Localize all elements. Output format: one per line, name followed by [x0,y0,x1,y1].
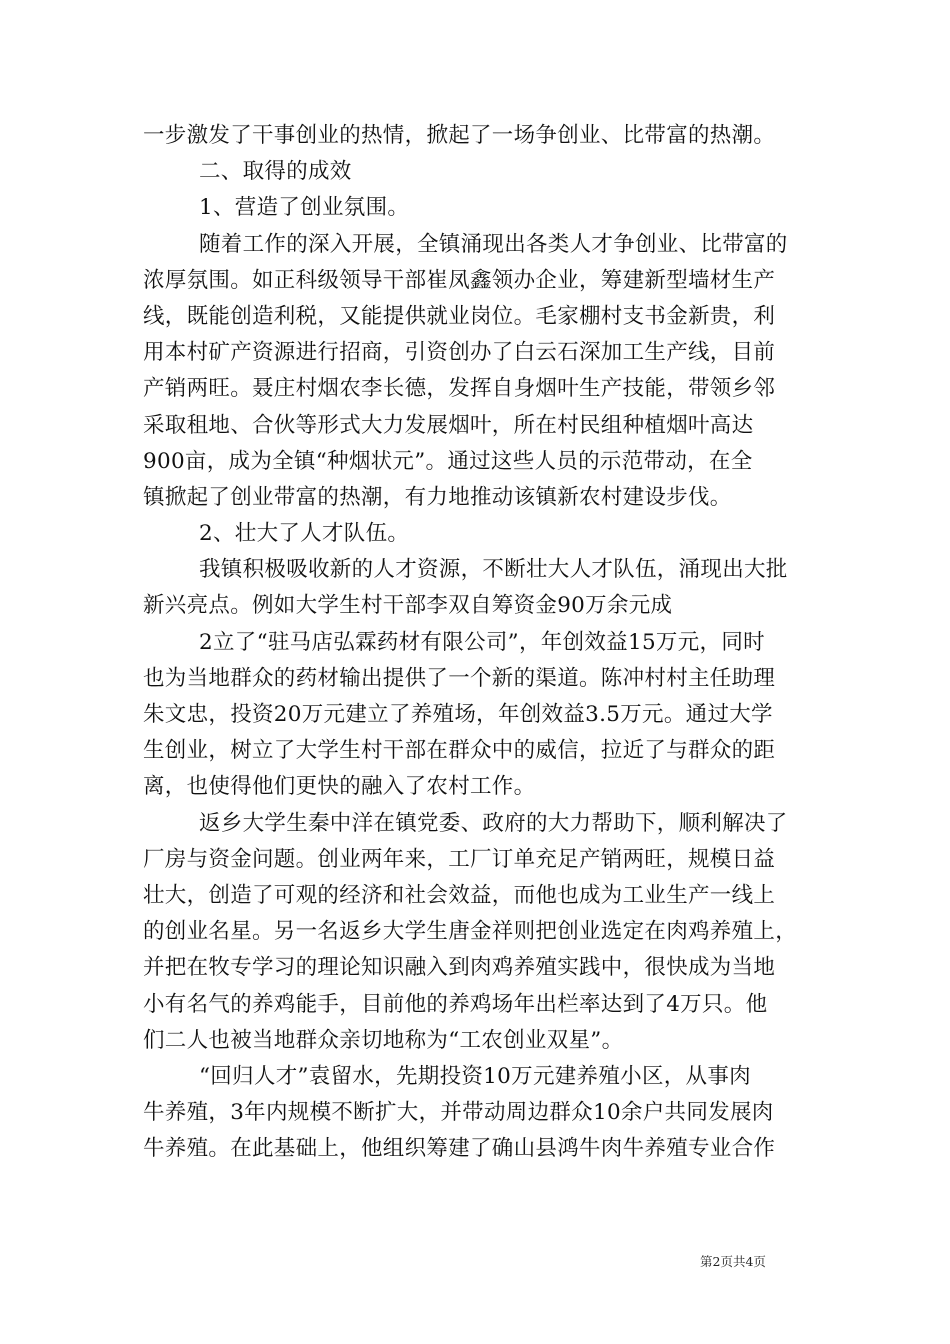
text-line: 壮大，创造了可观的经济和社会效益，而他也成为工业生产一线上 [143,882,776,908]
text-line: 厂房与资金问题。创业两年来，工厂订单充足产销两旺，规模日益 [143,846,776,872]
text-line: 新兴亮点。例如大学生村干部李双自筹资金90万余元成 [143,593,673,619]
text-line: 900亩，成为全镇“种烟状元”。通过这些人员的示范带动，在全 [143,448,753,474]
text-line: 牛养殖。在此基础上，他组织筹建了确山县鸿牛肉牛养殖专业合作 [143,1136,776,1162]
text-line: 一步激发了干事创业的热情，掀起了一场争创业、比带富的热潮。 [143,123,776,148]
text-line: 随着工作的深入开展，全镇涌现出各类人才争创业、比带富的 [199,231,788,257]
section-heading: 二、取得的成效 [199,159,352,185]
text-line: 用本村矿产资源进行招商，引资创办了白云石深加工生产线，目前 [143,340,776,366]
text-line: “回归人才”袁留水，先期投资10万元建养殖小区，从事肉 [199,1063,751,1089]
text-line: 朱文忠，投资20万元建立了养殖场，年创效益3.5万元。通过大学 [143,702,773,727]
text-line: 们二人也被当地群众亲切地称为“工农创业双星”。 [143,1027,624,1053]
text-line: 我镇积极吸收新的人才资源，不断壮大人才队伍，涌现出大批 [199,557,788,583]
page-number: 第2页共4页 [700,1254,766,1269]
text-line: 线，既能创造利税，又能提供就业岗位。毛家棚村支书金新贵，利 [143,303,776,329]
subsection-heading: 2、壮大了人才队伍。 [199,521,410,547]
text-line: 也为当地群众的药材输出提供了一个新的渠道。陈冲村村主任助理 [143,665,776,691]
text-line: 的创业名星。另一名返乡大学生唐金祥则把创业选定在肉鸡养殖上， [143,919,798,945]
subsection-heading: 1、营造了创业氛围。 [199,195,410,221]
document-body [143,118,815,1167]
text-line: 浓厚氛围。如正科级领导干部崔凤鑫领办企业，筹建新型墙材生产 [143,267,776,293]
text-line: 镇掀起了创业带富的热潮，有力地推动该镇新农村建设步伐。 [143,484,732,510]
text-line: 返乡大学生秦中洋在镇党委、政府的大力帮助下，顺利解决了 [199,810,788,836]
text-line: 采取租地、合伙等形式大力发展烟叶，所在村民组种植烟叶高达 [143,412,754,438]
text-line: 离，也使得他们更快的融入了农村工作。 [143,774,536,800]
text-line: 生创业，树立了大学生村干部在群众中的威信，拉近了与群众的距 [143,738,776,764]
text-line: 小有名气的养鸡能手，目前他的养鸡场年出栏率达到了4万只。他 [143,991,768,1017]
text-line: 牛养殖，3年内规模不断扩大，并带动周边群众10余户共同发展肉 [143,1100,774,1126]
text-line: 并把在牧专学习的理论知识融入到肉鸡养殖实践中，很快成为当地 [143,955,776,981]
text-line: 产销两旺。聂庄村烟农李长德，发挥自身烟叶生产技能，带领乡邻 [143,376,776,402]
text-line: 2立了“驻马店弘霖药材有限公司”，年创效益15万元，同时 [199,629,765,655]
